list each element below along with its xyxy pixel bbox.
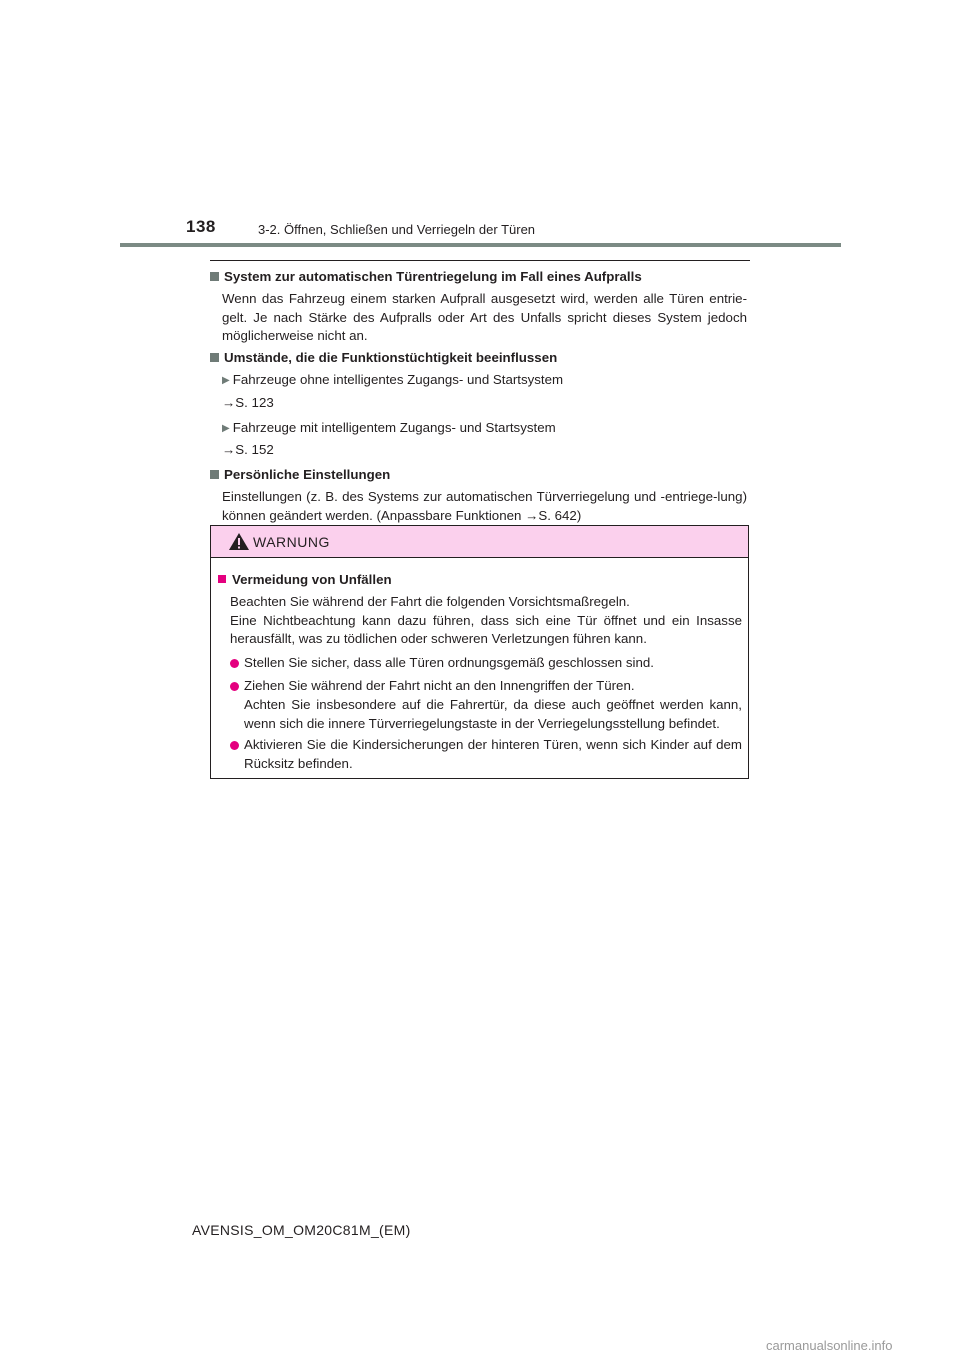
warning-header — [211, 526, 748, 558]
header-rule — [120, 243, 841, 247]
warning-box — [210, 525, 749, 779]
warning-bullet-item: Ziehen Sie während der Fahrt nicht an den Innengriffen der Türen. Achten Sie insbesondere auf die Fahrertür, da diese auch geöffnet werden kann, wenn sich die innere Türverriegelungstaste in der Verriegelungsstellung befindet. — [230, 677, 742, 733]
arrow-icon: → — [222, 442, 236, 458]
document-code: AVENSIS_OM_OM20C81M_(EM) — [192, 1222, 411, 1238]
warning-intro: Eine Nichtbeachtung kann dazu führen, dass sich eine Tür öffnet und ein Insasse herausfällt, was zu tödlichen oder schweren Verletzungen führen kann. — [230, 612, 742, 647]
section-crash-unlock — [210, 268, 747, 346]
page-reference[interactable]: S. 642) — [538, 507, 582, 523]
list-item-label: Fahrzeuge ohne intelligentes Zugangs- und Startsystem — [232, 371, 564, 387]
triangle-icon: ▶ — [222, 374, 230, 386]
page-reference-label: S. 123 — [235, 394, 274, 410]
page-reference-label: S. 152 — [235, 442, 274, 458]
bullet-icon — [230, 741, 239, 750]
arrow-icon: → — [222, 394, 236, 410]
section-title: System zur automatischen Türentriegelung im Fall eines Aufpralls — [224, 269, 642, 284]
chapter-title: 3-2. Öffnen, Schließen und Verriegeln der Türen — [258, 222, 536, 237]
warning-intro: Beachten Sie während der Fahrt die folgenden Vorsichtsmaßregeln. — [230, 593, 630, 609]
content-top-rule — [210, 260, 750, 261]
warning-label: WARNUNG — [253, 534, 330, 550]
triangle-icon: ▶ — [222, 422, 230, 434]
section-text: Wenn das Fahrzeug einem starken Aufprall ausgesetzt wird, werden alle Türen entrie-gelt. Je nach Stärke des Aufpralls oder Art des Unfalls spricht dieses System jedoch möglicherweise nicht an. — [222, 290, 747, 344]
page-reference[interactable] — [222, 441, 747, 460]
page-number: 138 — [186, 217, 216, 236]
warning-bullet-item: Aktivieren Sie die Kindersicherungen der hinteren Türen, wenn sich Kinder auf dem Rücksitz befinden. — [230, 736, 742, 774]
section-square-icon — [210, 272, 219, 281]
section-personal-settings — [210, 466, 747, 525]
section-square-icon — [210, 353, 219, 362]
section-text: Einstellungen (z. B. des Systems zur automatischen Türverriegelung und -entriege-lung) können geändert werden. (Anpassbare Funktionen →S. 642) — [222, 488, 747, 523]
warning-body — [211, 558, 748, 774]
arrow-icon: → — [525, 507, 539, 523]
section-title: Persönliche Einstellungen — [224, 467, 391, 483]
list-item-label: Fahrzeuge mit intelligentem Zugangs- und Startsystem — [232, 419, 556, 435]
watermark: carmanualsonline.info — [766, 1338, 893, 1353]
warning-bullet-item: Stellen Sie sicher, dass alle Türen ordnungsgemäß geschlossen sind. — [230, 654, 742, 674]
list-item — [222, 371, 747, 391]
bullet-icon — [230, 682, 239, 691]
page-content — [210, 268, 747, 529]
list-item — [222, 419, 747, 439]
bullet-icon — [230, 659, 239, 668]
section-title: Umstände, die die Funktionstüchtigkeit beeinflussen — [224, 350, 558, 366]
warning-square-icon — [218, 575, 226, 583]
page-reference[interactable] — [222, 394, 747, 413]
section-square-icon — [210, 470, 219, 479]
section-conditions — [210, 349, 747, 460]
warning-triangle-icon — [228, 532, 250, 551]
warning-title: Vermeidung von Unfällen — [232, 572, 392, 587]
